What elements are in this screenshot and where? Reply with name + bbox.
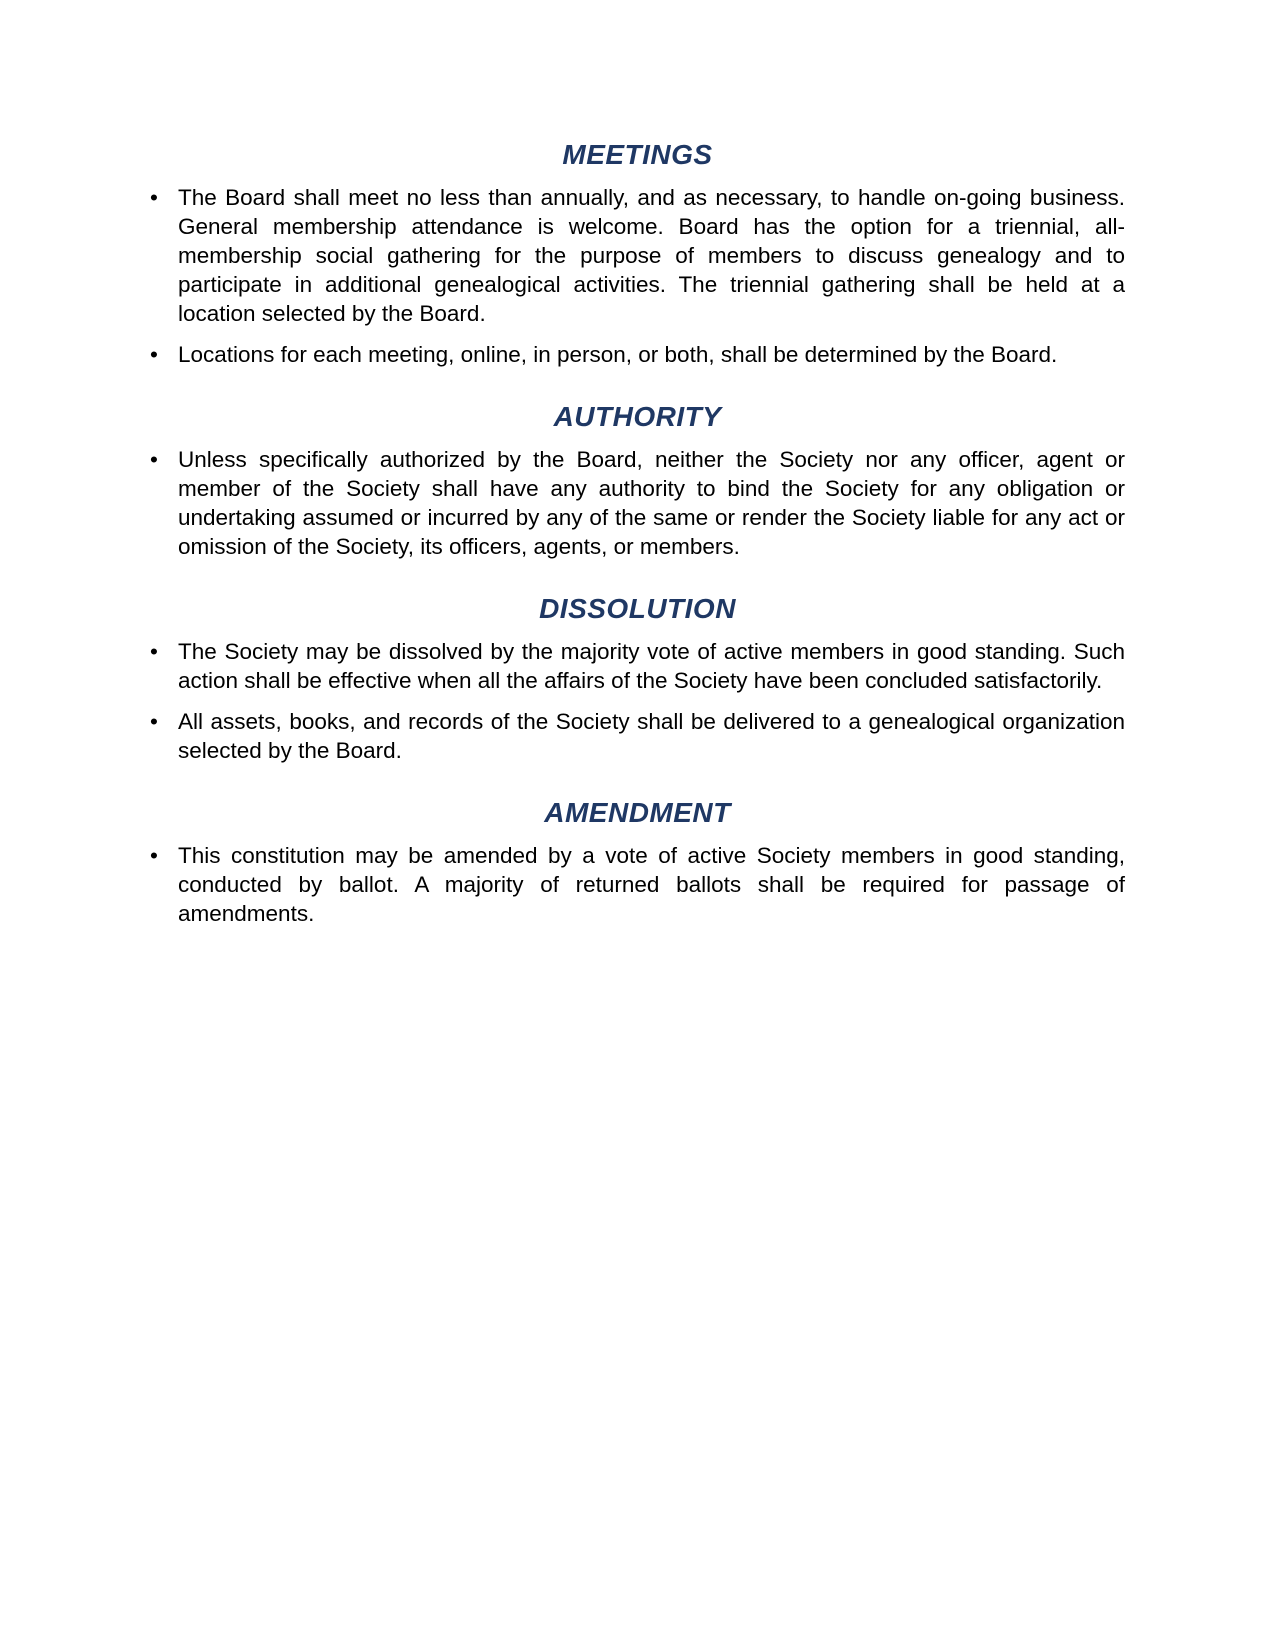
bullet-icon: • [150, 342, 158, 367]
list-item [150, 841, 1125, 928]
authority-heading: AUTHORITY [553, 401, 722, 432]
bullet-icon: • [150, 185, 158, 210]
section-amendment [150, 795, 1125, 928]
list-item [150, 445, 1125, 561]
list-item [150, 637, 1125, 695]
list-item [150, 183, 1125, 328]
paragraph-text: Unless specifically authorized by the Board, neither the Society nor any officer, agent or member of the Society shall have any authority to bind the Society for any obligation or undertaking assumed or incurred by any of the same or render the Society liable for any act or omission of the Society, its officers, agents, or members. [178, 447, 1125, 559]
list-item [150, 707, 1125, 765]
paragraph-text: All assets, books, and records of the Society shall be delivered to a genealogical organization selected by the Board. [178, 709, 1125, 763]
bullet-icon: • [150, 639, 158, 664]
paragraph-text: This constitution may be amended by a vote of active Society members in good standing, conducted by ballot. A majority of returned ballots shall be required for passage of amendments. [178, 843, 1125, 926]
section-authority [150, 399, 1125, 561]
list-item [150, 340, 1125, 369]
paragraph-text: The Society may be dissolved by the majority vote of active members in good standing. Such action shall be effective when all the affairs of the Society have been concluded satisfactorily. [178, 639, 1125, 693]
dissolution-heading: DISSOLUTION [539, 593, 736, 624]
amendment-heading: AMENDMENT [544, 797, 731, 828]
section-meetings [150, 137, 1125, 369]
paragraph-text: Locations for each meeting, online, in person, or both, shall be determined by the Board. [178, 342, 1058, 367]
section-dissolution [150, 591, 1125, 765]
meetings-heading: MEETINGS [562, 139, 713, 170]
bullet-icon: • [150, 843, 158, 868]
paragraph-text: The Board shall meet no less than annually, and as necessary, to handle on-going business. General membership attendance is welcome. Board has the option for a triennial, all-membership social gathering for the purpose of members to discuss genealogy and to participate in additional genealogical activities. The triennial gathering shall be held at a location selected by the Board. [178, 185, 1125, 326]
bullet-icon: • [150, 447, 158, 472]
bullet-icon: • [150, 709, 158, 734]
